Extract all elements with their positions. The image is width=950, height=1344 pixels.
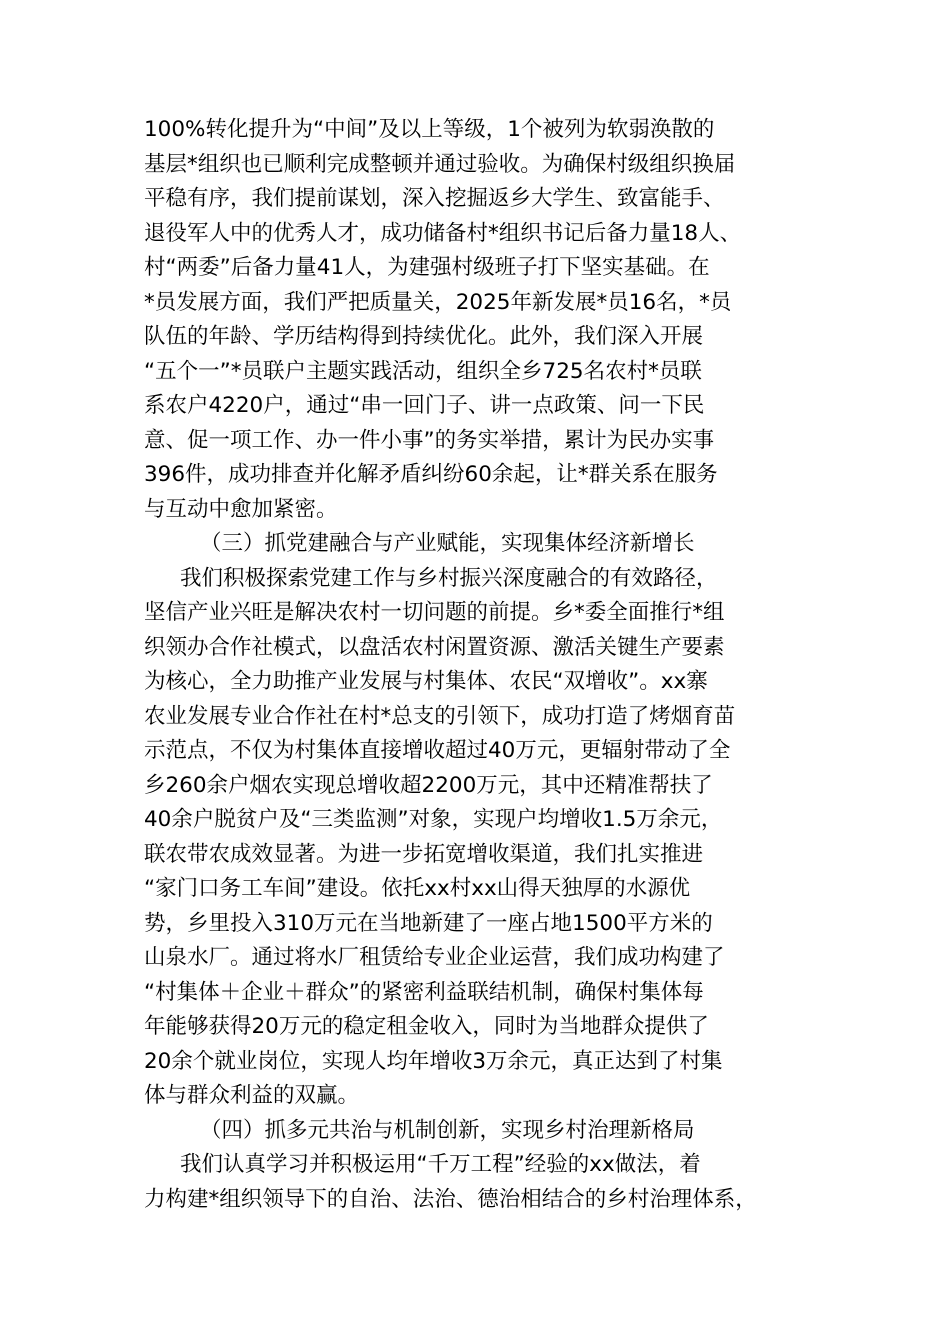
section-heading: （四）抓多元共治与机制创新，实现乡村治理新格局	[200, 1117, 695, 1143]
text-line: 织领办合作社模式，以盘活农村闲置资源、激活关键生产要素	[144, 634, 725, 660]
text-line: 20余个就业岗位，实现人均年增收3万余元，真正达到了村集	[144, 1048, 723, 1074]
text-line: 示范点，不仅为村集体直接增收超过40万元，更辐射带动了全	[144, 738, 731, 763]
text-line: 40余户脱贫户及“三类监测”对象，实现户均增收1.5万余元，	[144, 807, 723, 832]
text-line: 乡260余户烟农实现总增收超2200万元，其中还精准帮扶了	[144, 772, 713, 798]
text-line: 系农户4220户，通过“串一回门子、讲一点政策、问一下民	[144, 393, 705, 418]
text-line: 坚信产业兴旺是解决农村一切问题的前提。乡*委全面推行*组	[144, 600, 725, 625]
text-line: 村“两委”后备力量41人，为建强村级班子打下坚实基础。在	[144, 255, 710, 280]
text-line: 退役军人中的优秀人才，成功储备村*组织书记后备力量18人、	[144, 220, 742, 246]
text-line: 势，乡里投入310万元在当地新建了一座占地1500平方米的	[144, 910, 713, 936]
text-line: 联农带农成效显著。为进一步拓宽增收渠道，我们扎实推进	[144, 841, 704, 867]
text-line: 意、促一项工作、办一件小事”的务实举措，累计为民办实事	[144, 427, 715, 453]
text-line: 与互动中愈加紧密。	[144, 496, 338, 522]
text-line: 为核心，全力助推产业发展与村集体、农民“双增收”。xx寨	[144, 669, 708, 694]
text-line: 我们认真学习并积极运用“千万工程”经验的xx做法，着	[180, 1152, 701, 1177]
text-line: “五个一”*员联户主题实践活动，组织全乡725名农村*员联	[144, 358, 702, 384]
text-line: 山泉水厂。通过将水厂租赁给专业企业运营，我们成功构建了	[144, 945, 725, 970]
text-line: 力构建*组织领导下的自治、法治、德治相结合的乡村治理体系，	[144, 1186, 757, 1212]
text-line: 396件，成功排查并化解矛盾纠纷60余起，让*群关系在服务	[144, 462, 718, 487]
text-line: 基层*组织也已顺利完成整顿并通过验收。为确保村级组织换届	[144, 151, 736, 177]
text-line: “家门口务工车间”建设。依托xx村xx山得天独厚的水源优	[144, 876, 691, 901]
text-line: *员发展方面，我们严把质量关，2025年新发展*员16名，*员	[144, 289, 732, 315]
section-heading: （三）抓党建融合与产业赋能，实现集体经济新增长	[200, 531, 695, 556]
text-line: 100%转化提升为“中间”及以上等级，1个被列为软弱涣散的	[144, 117, 715, 142]
text-line: 农业发展专业合作社在村*总支的引领下，成功打造了烤烟育苗	[144, 703, 736, 729]
text-line: 年能够获得20万元的稳定租金收入，同时为当地群众提供了	[144, 1014, 709, 1039]
document-page	[144, 113, 812, 1217]
text-line: 体与群众利益的双赢。	[144, 1083, 360, 1108]
text-line: 我们积极探索党建工作与乡村振兴深度融合的有效路径，	[180, 565, 718, 591]
text-line: 平稳有序，我们提前谋划，深入挖掘返乡大学生、致富能手、	[144, 186, 725, 211]
text-line: 队伍的年龄、学历结构得到持续优化。此外，我们深入开展	[144, 324, 704, 349]
text-line: “村集体＋企业＋群众”的紧密利益联结机制，确保村集体每	[144, 979, 704, 1005]
